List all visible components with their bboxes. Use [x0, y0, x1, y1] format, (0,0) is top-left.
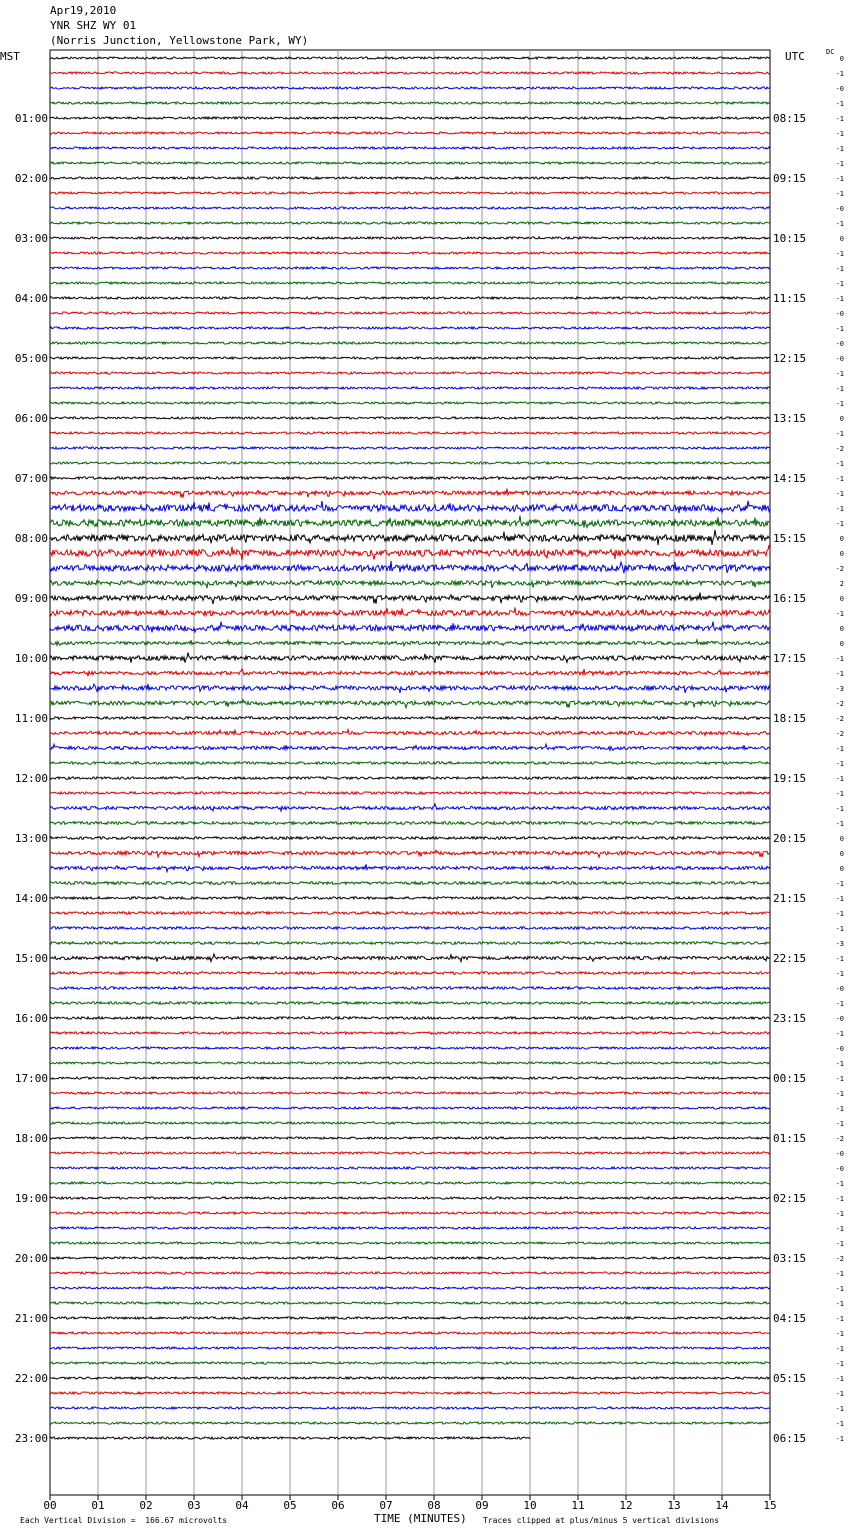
mst-hour-label: 06:00: [14, 412, 48, 425]
seismic-trace: [50, 530, 770, 545]
seismic-trace: [50, 447, 770, 449]
dc-offset-value: 0: [839, 640, 844, 648]
seismic-trace: [50, 342, 770, 344]
seismic-trace: [50, 1077, 770, 1079]
seismic-trace: [50, 545, 770, 560]
x-tick-label: 14: [715, 1499, 729, 1512]
seismic-trace: [50, 1317, 770, 1319]
dc-offset-value: -1: [835, 1000, 844, 1008]
seismic-trace: [50, 387, 770, 389]
plot-frame: [50, 50, 770, 1495]
seismic-trace: [50, 1212, 770, 1214]
dc-offset-value: -1: [835, 1360, 844, 1368]
x-tick-label: 07: [379, 1499, 393, 1512]
mst-hour-label: 03:00: [14, 232, 48, 245]
mst-hour-label: 17:00: [14, 1072, 48, 1085]
station-location: (Norris Junction, Yellowstone Park, WY): [50, 34, 309, 47]
seismic-trace: [50, 402, 770, 404]
utc-hour-label: 04:15: [773, 1312, 807, 1325]
utc-hour-label: 05:15: [773, 1372, 807, 1385]
seismic-trace: [50, 607, 770, 615]
utc-hour-label: 20:15: [773, 832, 807, 845]
utc-hour-label: 23:15: [773, 1012, 807, 1025]
utc-hour-label: 03:15: [773, 1252, 807, 1265]
x-tick-label: 05: [283, 1499, 297, 1512]
utc-hour-label: 16:15: [773, 592, 807, 605]
seismic-trace: [50, 777, 770, 779]
mst-hour-label: 07:00: [14, 472, 48, 485]
dc-offset-value: 2: [839, 580, 844, 588]
dc-offset-value: -1: [835, 400, 844, 408]
dc-offset-value: -1: [835, 325, 844, 333]
seismic-trace: [50, 882, 770, 885]
seismic-trace: [50, 1242, 770, 1244]
seismic-trace: [50, 850, 770, 857]
dc-offset-value: -1: [835, 475, 844, 483]
dc-offset-value: -1: [835, 1030, 844, 1038]
seismic-trace: [50, 1137, 770, 1139]
seismic-trace: [50, 477, 770, 480]
dc-offset-value: -1: [835, 250, 844, 258]
dc-offset-header: DC: [826, 48, 835, 56]
seismic-trace: [50, 147, 770, 149]
x-tick-label: 11: [571, 1499, 585, 1512]
dc-offset-value: -1: [835, 1315, 844, 1323]
mst-hour-label: 01:00: [14, 112, 48, 125]
seismic-trace: [50, 72, 770, 74]
dc-offset-value: -1: [835, 1120, 844, 1128]
dc-offset-value: -1: [835, 1195, 844, 1203]
dc-offset-value: 0: [839, 415, 844, 423]
seismic-trace: [50, 1272, 770, 1274]
dc-offset-value: -1: [835, 880, 844, 888]
seismic-trace: [50, 1347, 770, 1349]
dc-offset-value: -2: [835, 565, 844, 573]
dc-offset-value: -1: [835, 1405, 844, 1413]
utc-hour-label: 22:15: [773, 952, 807, 965]
dc-offset-value: -1: [835, 655, 844, 663]
dc-offset-value: -1: [835, 745, 844, 753]
seismic-trace: [50, 792, 770, 794]
dc-offset-value: -1: [835, 220, 844, 228]
clip-note: Traces clipped at plus/minus 5 vertical divisions: [483, 1516, 720, 1525]
dc-offset-value: -0: [835, 1150, 844, 1158]
seismic-trace: [50, 57, 770, 59]
dc-offset-value: -1: [835, 1270, 844, 1278]
dc-offset-value: -1: [835, 1090, 844, 1098]
seismic-trace: [50, 1182, 770, 1184]
dc-offset-value: -0: [835, 85, 844, 93]
dc-offset-value: -1: [835, 1225, 844, 1233]
seismic-trace: [50, 1407, 770, 1409]
dc-offset-value: -1: [835, 280, 844, 288]
seismic-trace: [50, 927, 770, 930]
utc-hour-label: 09:15: [773, 172, 807, 185]
seismic-trace: [50, 1017, 770, 1019]
seismic-trace: [50, 640, 770, 646]
utc-hour-label: 01:15: [773, 1132, 807, 1145]
dc-offset-value: -2: [835, 445, 844, 453]
utc-hour-label: 12:15: [773, 352, 807, 365]
dc-offset-value: -1: [835, 295, 844, 303]
mst-hour-label: 14:00: [14, 892, 48, 905]
seismic-trace: [50, 252, 770, 254]
x-tick-label: 01: [91, 1499, 105, 1512]
dc-offset-value: -2: [835, 715, 844, 723]
x-tick-label: 06: [331, 1499, 345, 1512]
seismic-trace: [50, 580, 770, 589]
dc-offset-value: -1: [835, 265, 844, 273]
dc-offset-value: -1: [835, 70, 844, 78]
dc-offset-value: 0: [839, 55, 844, 63]
dc-offset-value: -1: [835, 115, 844, 123]
seismic-trace: [50, 837, 770, 840]
dc-offset-value: -1: [835, 1075, 844, 1083]
seismic-trace: [50, 516, 770, 528]
seismic-trace: [50, 312, 770, 314]
seismic-trace: [50, 237, 770, 239]
dc-offset-value: -0: [835, 340, 844, 348]
seismic-trace: [50, 162, 770, 164]
mst-hour-label: 13:00: [14, 832, 48, 845]
dc-offset-value: -1: [835, 175, 844, 183]
mst-hour-label: 10:00: [14, 652, 48, 665]
dc-offset-value: -1: [835, 910, 844, 918]
seismic-trace: [50, 561, 770, 573]
dc-offset-value: 0: [839, 625, 844, 633]
dc-offset-value: -2: [835, 1135, 844, 1143]
seismic-trace: [50, 267, 770, 269]
dc-offset-value: 0: [839, 550, 844, 558]
mst-hour-label: 20:00: [14, 1252, 48, 1265]
seismic-trace: [50, 622, 770, 633]
seismic-trace: [50, 372, 770, 374]
seismic-trace: [50, 1032, 770, 1034]
seismic-trace: [50, 192, 770, 194]
seismic-trace: [50, 222, 770, 224]
seismic-trace: [50, 669, 770, 676]
dc-offset-value: -0: [835, 985, 844, 993]
utc-hour-label: 15:15: [773, 532, 807, 545]
dc-offset-value: 0: [839, 835, 844, 843]
utc-axis-label: UTC: [785, 50, 805, 63]
mst-hour-label: 16:00: [14, 1012, 48, 1025]
dc-offset-value: -1: [835, 160, 844, 168]
seismic-trace: [50, 822, 770, 825]
seismic-trace: [50, 357, 770, 359]
x-tick-label: 12: [619, 1499, 633, 1512]
utc-hour-label: 10:15: [773, 232, 807, 245]
seismic-trace: [50, 730, 770, 736]
seismic-trace: [50, 744, 770, 750]
dc-offset-value: 0: [839, 850, 844, 858]
seismic-trace: [50, 297, 770, 299]
dc-offset-value: -1: [835, 1240, 844, 1248]
dc-offset-value: -1: [835, 1375, 844, 1383]
utc-hour-label: 14:15: [773, 472, 807, 485]
seismic-trace: [50, 102, 770, 104]
seismic-trace: [50, 1197, 770, 1199]
x-tick-label: 03: [187, 1499, 201, 1512]
dc-offset-value: 0: [839, 235, 844, 243]
mst-hour-label: 15:00: [14, 952, 48, 965]
seismic-trace: [50, 1377, 770, 1379]
dc-offset-value: 0: [839, 535, 844, 543]
utc-hour-label: 18:15: [773, 712, 807, 725]
seismic-trace: [50, 327, 770, 329]
dc-offset-value: -1: [835, 925, 844, 933]
seismic-trace: [50, 177, 770, 179]
x-axis-label: TIME (MINUTES): [374, 1512, 467, 1525]
seismic-trace: [50, 132, 770, 134]
seismic-trace: [50, 87, 770, 89]
dc-offset-value: -1: [835, 430, 844, 438]
seismic-trace: [50, 432, 770, 434]
mst-hour-label: 21:00: [14, 1312, 48, 1325]
utc-hour-label: 00:15: [773, 1072, 807, 1085]
dc-offset-value: -1: [835, 1300, 844, 1308]
station-code: YNR SHZ WY 01: [50, 19, 137, 32]
dc-offset-value: -1: [835, 145, 844, 153]
mst-hour-label: 23:00: [14, 1432, 48, 1445]
dc-offset-value: -2: [835, 700, 844, 708]
seismic-trace: [50, 1107, 770, 1109]
seismic-trace: [50, 717, 770, 720]
mst-hour-label: 09:00: [14, 592, 48, 605]
dc-offset-value: 0: [839, 865, 844, 873]
seismic-trace: [50, 804, 770, 811]
seismic-trace: [50, 700, 770, 708]
dc-offset-value: -1: [835, 895, 844, 903]
seismic-trace: [50, 1047, 770, 1049]
seismic-trace: [50, 653, 770, 663]
utc-hour-label: 06:15: [773, 1432, 807, 1445]
dc-offset-value: -1: [835, 490, 844, 498]
x-tick-label: 02: [139, 1499, 153, 1512]
mst-hour-label: 19:00: [14, 1192, 48, 1205]
x-tick-label: 08: [427, 1499, 441, 1512]
seismic-trace: [50, 1167, 770, 1169]
seismic-trace: [50, 762, 770, 765]
dc-offset-value: -1: [835, 970, 844, 978]
seismic-trace: [50, 207, 770, 209]
x-tick-label: 00: [43, 1499, 57, 1512]
mst-hour-label: 05:00: [14, 352, 48, 365]
x-tick-label: 04: [235, 1499, 249, 1512]
seismic-trace: [50, 1422, 770, 1424]
dc-offset-value: -1: [835, 505, 844, 513]
seismic-trace: [50, 1332, 770, 1334]
dc-offset-value: -2: [835, 1255, 844, 1263]
dc-offset-value: -1: [835, 670, 844, 678]
x-tick-label: 15: [763, 1499, 777, 1512]
dc-offset-value: -1: [835, 520, 844, 528]
dc-offset-value: -1: [835, 1390, 844, 1398]
seismic-trace: [50, 897, 770, 899]
seismic-trace: [50, 912, 770, 915]
seismic-trace: [50, 1062, 770, 1064]
seismic-trace: [50, 987, 770, 990]
dc-offset-value: -1: [835, 1345, 844, 1353]
utc-hour-label: 13:15: [773, 412, 807, 425]
utc-hour-label: 17:15: [773, 652, 807, 665]
seismic-trace: [50, 1152, 770, 1154]
seismic-trace: [50, 282, 770, 284]
dc-offset-value: -0: [835, 355, 844, 363]
seismic-trace: [50, 1227, 770, 1229]
seismic-trace: [50, 954, 770, 962]
utc-hour-label: 19:15: [773, 772, 807, 785]
x-tick-label: 09: [475, 1499, 489, 1512]
dc-offset-value: -1: [835, 1330, 844, 1338]
seismic-trace: [50, 1302, 770, 1304]
dc-offset-value: -1: [835, 370, 844, 378]
mst-hour-label: 08:00: [14, 532, 48, 545]
dc-offset-value: -1: [835, 1210, 844, 1218]
seismic-trace: [50, 1392, 770, 1394]
dc-offset-value: -1: [835, 130, 844, 138]
dc-offset-value: -3: [835, 940, 844, 948]
mst-hour-label: 02:00: [14, 172, 48, 185]
mst-hour-label: 12:00: [14, 772, 48, 785]
dc-offset-value: -1: [835, 805, 844, 813]
record-date: Apr19,2010: [50, 4, 117, 17]
utc-hour-label: 08:15: [773, 112, 807, 125]
seismic-trace: [50, 684, 770, 693]
dc-offset-value: -1: [835, 1420, 844, 1428]
seismic-trace: [50, 942, 770, 945]
dc-offset-value: -1: [835, 1435, 844, 1443]
seismic-trace: [50, 1362, 770, 1364]
utc-hour-label: 21:15: [773, 892, 807, 905]
dc-offset-value: -1: [835, 100, 844, 108]
dc-offset-value: -1: [835, 460, 844, 468]
seismic-trace: [50, 864, 770, 871]
seismic-trace: [50, 1122, 770, 1124]
utc-hour-label: 11:15: [773, 292, 807, 305]
dc-offset-value: -1: [835, 610, 844, 618]
seismic-trace: [50, 1287, 770, 1289]
dc-offset-value: -0: [835, 1015, 844, 1023]
mst-hour-label: 22:00: [14, 1372, 48, 1385]
dc-offset-value: -1: [835, 385, 844, 393]
dc-offset-value: -0: [835, 1045, 844, 1053]
seismic-trace: [50, 501, 770, 513]
dc-offset-value: -1: [835, 190, 844, 198]
x-tick-label: 13: [667, 1499, 681, 1512]
dc-offset-value: -1: [835, 1180, 844, 1188]
mst-axis-label: MST: [0, 50, 20, 63]
seismic-trace: [50, 489, 770, 498]
seismic-trace: [50, 1002, 770, 1004]
dc-offset-value: -1: [835, 1105, 844, 1113]
seismic-trace: [50, 1257, 770, 1259]
seismic-trace: [50, 117, 770, 119]
vertical-division-note: Each Vertical Division = 166.67 microvolts: [20, 1516, 228, 1525]
seismic-trace: [50, 462, 770, 464]
seismic-trace: [50, 593, 770, 605]
dc-offset-value: 0: [839, 595, 844, 603]
dc-offset-value: -3: [835, 685, 844, 693]
dc-offset-value: -1: [835, 775, 844, 783]
dc-offset-value: -2: [835, 730, 844, 738]
dc-offset-value: -0: [835, 1165, 844, 1173]
dc-offset-value: -1: [835, 955, 844, 963]
utc-hour-label: 02:15: [773, 1192, 807, 1205]
mst-hour-label: 04:00: [14, 292, 48, 305]
dc-offset-value: -1: [835, 790, 844, 798]
dc-offset-value: -0: [835, 205, 844, 213]
dc-offset-value: -1: [835, 1060, 844, 1068]
mst-hour-label: 11:00: [14, 712, 48, 725]
seismic-trace: [50, 972, 770, 975]
dc-offset-value: -1: [835, 1285, 844, 1293]
seismic-trace: [50, 1092, 770, 1094]
dc-offset-value: -1: [835, 820, 844, 828]
dc-offset-value: -0: [835, 310, 844, 318]
seismic-trace: [50, 417, 770, 419]
x-tick-label: 10: [523, 1499, 537, 1512]
dc-offset-value: -1: [835, 760, 844, 768]
mst-hour-label: 18:00: [14, 1132, 48, 1145]
